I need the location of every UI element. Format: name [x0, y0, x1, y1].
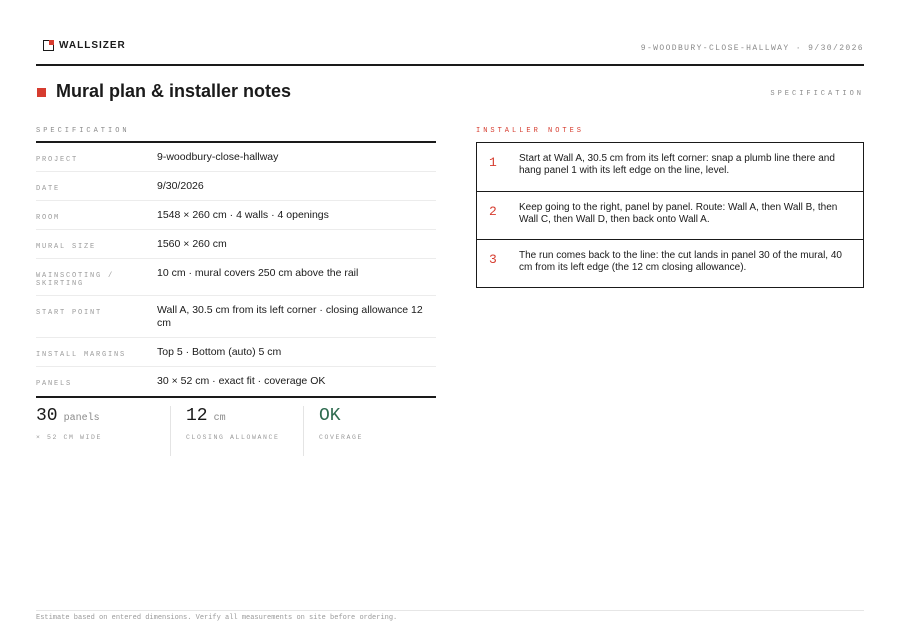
specification-section-label: SPECIFICATION [36, 127, 130, 135]
note-text: Keep going to the right, panel by panel. Route: Wall A, then Wall B, then Wall C, then Wall D, then back onto Wall A. [519, 202, 838, 225]
stat-closing-allowance [170, 406, 303, 456]
brand [43, 40, 126, 51]
stat-value: 30 [36, 406, 58, 426]
stat-value: OK [319, 406, 341, 426]
spec-row-room [36, 201, 436, 230]
spec-key: PANELS [36, 380, 73, 388]
summary-stats [36, 406, 423, 456]
spec-key: WAINSCOTING / SKIRTING [36, 272, 115, 288]
spec-value: 9-woodbury-close-hallway [157, 151, 279, 163]
document-id: 9-WOODBURY-CLOSE-HALLWAY · 9/30/2026 [640, 44, 864, 53]
page-title: Mural plan & installer notes [56, 81, 292, 101]
spec-value: Top 5 · Bottom (auto) 5 cm [157, 346, 282, 358]
title-square-icon [37, 88, 46, 97]
note-text: Start at Wall A, 30.5 cm from its left corner: snap a plumb line there and hang panel 1 with its left edge on the line, level. [519, 153, 835, 176]
spec-key: START POINT [36, 309, 103, 317]
spec-row-date [36, 172, 436, 201]
stat-caption: CLOSING ALLOWANCE [186, 434, 280, 441]
header-divider [36, 64, 864, 66]
footer-disclaimer: Estimate based on entered dimensions. Verify all measurements on site before ordering. [36, 614, 398, 622]
list-item [477, 191, 863, 239]
stat-unit: cm [213, 413, 226, 424]
spec-value: Wall A, 30.5 cm from its left corner · closing allowance 12 cm [157, 304, 423, 329]
spec-key: DATE [36, 185, 61, 193]
brand-name: WALLSIZER [59, 40, 126, 51]
spec-value: 9/30/2026 [157, 180, 204, 192]
spec-row-project [36, 143, 436, 172]
spec-value: 1560 × 260 cm [157, 238, 227, 250]
spec-value: 10 cm · mural covers 250 cm above the rail [157, 267, 359, 279]
spec-row-wainscoting [36, 259, 436, 296]
wallsizer-logo-icon [43, 40, 54, 51]
spec-row-mural-size [36, 230, 436, 259]
title-tag: SPECIFICATION [770, 90, 864, 98]
footer-divider [36, 610, 864, 611]
list-item [477, 143, 863, 191]
stat-panels [36, 406, 170, 456]
spec-key: PROJECT [36, 156, 79, 164]
stat-caption: × 52 CM WIDE [36, 434, 103, 441]
spec-row-panels [36, 367, 436, 396]
installer-notes-list [476, 142, 864, 288]
spec-key: ROOM [36, 214, 61, 222]
specification-table [36, 141, 436, 398]
note-text: The run comes back to the line: the cut lands in panel 30 of the mural, 40 cm from its left edge (the 12 cm closing allowance). [519, 250, 842, 273]
stat-caption: COVERAGE [319, 434, 364, 441]
spec-value: 30 × 52 cm · exact fit · coverage OK [157, 375, 326, 387]
spec-key: MURAL SIZE [36, 243, 97, 251]
note-number: 1 [489, 155, 497, 170]
installer-notes-section-label: INSTALLER NOTES [476, 127, 585, 135]
note-number: 2 [489, 204, 497, 219]
stat-coverage [303, 406, 423, 456]
spec-value: 1548 × 260 cm · 4 walls · 4 openings [157, 209, 329, 221]
spec-key: INSTALL MARGINS [36, 351, 127, 359]
note-number: 3 [489, 252, 497, 267]
stat-unit: panels [63, 413, 100, 424]
list-item [477, 239, 863, 287]
spec-row-install-margins [36, 338, 436, 367]
stat-value: 12 [186, 406, 208, 426]
spec-row-start-point [36, 296, 436, 338]
